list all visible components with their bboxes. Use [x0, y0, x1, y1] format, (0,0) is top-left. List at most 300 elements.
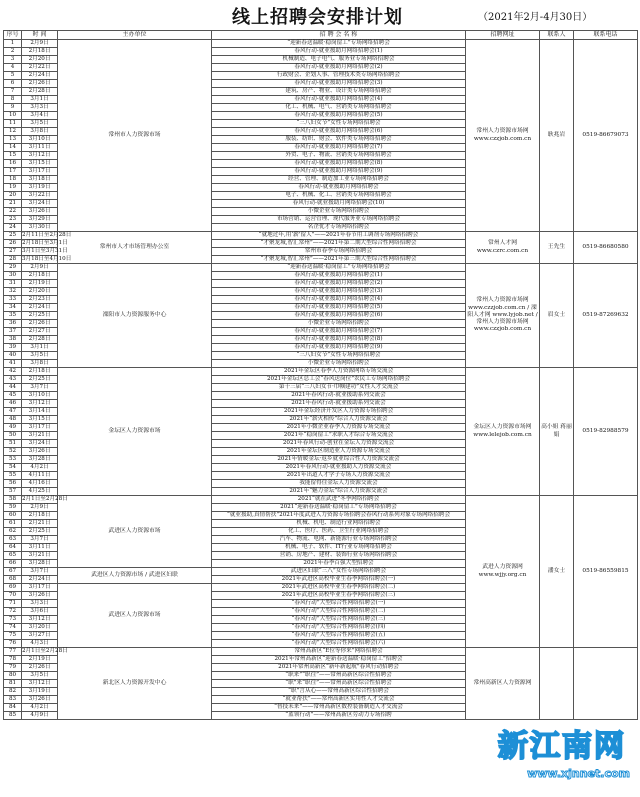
row-website: 常州人力资源市场网 www.czzjob.com.cn / 溧阳人才网 www.lyjob.net / 常州人力资源市场网 www.czzjob.com.cn — [466, 264, 540, 368]
row-event: 2021年小微企业春季人力资源专场交流会 — [212, 424, 466, 432]
row-number: 61 — [4, 520, 22, 528]
row-number: 52 — [4, 448, 22, 456]
row-date: 4月11日 — [22, 472, 58, 480]
row-number: 67 — [4, 568, 22, 576]
row-date: 3月17日 — [22, 584, 58, 592]
row-date: 3月5日 — [22, 352, 58, 360]
row-event: 2021年常州高新区“迎新春送温暖·稳岗留工”招聘会 — [212, 656, 466, 664]
row-event: 春风行动-就业援助月网络招聘会(1) — [212, 272, 466, 280]
row-number: 37 — [4, 328, 22, 336]
row-date: 2月25日 — [22, 376, 58, 384]
row-number: 36 — [4, 320, 22, 328]
header-org: 主办单位 — [58, 31, 212, 40]
row-date: 3月28日 — [22, 456, 58, 464]
row-date: 3月12日 — [22, 680, 58, 688]
row-event: 2021“就在武进”冬季网络招聘会 — [212, 496, 466, 504]
table-header-row — [4, 31, 638, 40]
row-date: 3月17日 — [22, 424, 58, 432]
row-event: “春风行动”大型综合性网络招聘会(三) — [212, 616, 466, 624]
row-number: 79 — [4, 664, 22, 672]
row-event: 营销、房地产、建材、装饰行业专场网络招聘会 — [212, 552, 466, 560]
row-number: 34 — [4, 304, 22, 312]
header-date: 时 间 — [22, 31, 58, 40]
row-organizer: 常州市人力资源市场 — [58, 40, 212, 232]
row-event: 经营、管理、制造加工业专场网络招聘会 — [212, 176, 466, 184]
title-bar — [0, 2, 640, 28]
row-event: “三八妇女节”女性专场网络招聘会 — [212, 120, 466, 128]
table-row — [4, 648, 638, 656]
row-event: 春风行动-就业援助月网络招聘会(7) — [212, 144, 466, 152]
row-contact-person: 潘女士 — [540, 496, 574, 648]
row-event: 2021年金坛区总工会“春风送岗位”农民工专场网络招聘会 — [212, 376, 466, 384]
row-date: 3月1日 — [22, 344, 58, 352]
header-event: 招 聘 会 名 称 — [212, 31, 466, 40]
row-number: 78 — [4, 656, 22, 664]
row-event: 2021年“薪火相传”综合人力资源交流会 — [212, 416, 466, 424]
row-event: 春风行动-就业援助月网络招聘会(3) — [212, 288, 466, 296]
header-phone: 联系电话 — [574, 31, 638, 40]
row-date: 3月1日 — [22, 96, 58, 104]
row-event: 春风行动-就业援助月网络招聘会(1) — [212, 48, 466, 56]
row-number: 11 — [4, 120, 22, 128]
row-date: 2月18日 — [22, 272, 58, 280]
table-row — [4, 264, 638, 272]
row-number: 81 — [4, 680, 22, 688]
row-number: 12 — [4, 128, 22, 136]
row-organizer: 武进区人力资源市场 / 武进区妇联 — [58, 568, 212, 584]
row-date: 3月27日 — [22, 632, 58, 640]
row-number: 65 — [4, 552, 22, 560]
row-event: 春风行动-就业援助月网络招聘会(7) — [212, 328, 466, 336]
row-event: 春风行动-就业援助月网络招聘会(3) — [212, 80, 466, 88]
row-date: 2月24日 — [22, 72, 58, 80]
row-event: “才聚龙城,智汇常州”——2021年第二期大型综合性网络招聘会 — [212, 240, 466, 248]
row-number: 2 — [4, 48, 22, 56]
row-date: 3月10日 — [22, 392, 58, 400]
row-contact-phone: 0519-87269632 — [574, 264, 638, 368]
row-event: 2021年金坛区春季人力资源网络专场交流会 — [212, 368, 466, 376]
row-date: 2月28日 — [22, 88, 58, 96]
row-event: 春风行动-就业援助月网络招聘会 — [212, 184, 466, 192]
row-date: 3月30日 — [22, 224, 58, 232]
row-event: 小微企业专场网络招聘会 — [212, 360, 466, 368]
row-contact-phone: 0519-86679073 — [574, 40, 638, 232]
row-date: 2月20日 — [22, 56, 58, 64]
row-date: 3月6日 — [22, 608, 58, 616]
row-number: 41 — [4, 360, 22, 368]
row-date: 3月4日 — [22, 112, 58, 120]
row-number: 6 — [4, 80, 22, 88]
row-event: 春风行动-就业援助月网络招聘会(5) — [212, 112, 466, 120]
row-number: 69 — [4, 584, 22, 592]
row-date: 2月21日 — [22, 520, 58, 528]
row-event: 2021年春风行动-就业援助人力资源交流会 — [212, 464, 466, 472]
row-number: 49 — [4, 424, 22, 432]
row-event: 春风行动-就业援助月网络招聘会(8) — [212, 160, 466, 168]
row-contact-person: 耿兆岩 — [540, 40, 574, 232]
row-date: 3月19日 — [22, 184, 58, 192]
row-event: 春风行动-就业援助月网络招聘会(6) — [212, 128, 466, 136]
row-event: “就地过年,用‘薪’留人”——2021年春节用工调剂专场网络招聘会 — [212, 232, 466, 240]
row-number: 10 — [4, 112, 22, 120]
row-date: 3月18日 — [22, 176, 58, 184]
row-number: 64 — [4, 544, 22, 552]
row-date: 4月2日 — [22, 464, 58, 472]
row-number: 8 — [4, 96, 22, 104]
row-number: 55 — [4, 472, 22, 480]
row-number: 9 — [4, 104, 22, 112]
header-person: 联系人 — [540, 31, 574, 40]
watermark-text: 新江南网 — [498, 729, 626, 764]
row-date: 3月26日 — [22, 448, 58, 456]
row-event: 春风行动-就业援助月网络招聘会(4) — [212, 296, 466, 304]
row-organizer: 新北区人力资源开发中心 — [58, 648, 212, 720]
row-number: 7 — [4, 88, 22, 96]
row-event: “春风行动”大型综合性网络招聘会(二) — [212, 608, 466, 616]
row-contact-phone: 0519-86559815 — [574, 496, 638, 648]
row-date: 2月18日 — [22, 512, 58, 520]
row-event: 春风行动-就业援助月网络招聘会(5) — [212, 304, 466, 312]
row-number: 40 — [4, 352, 22, 360]
row-number: 15 — [4, 152, 22, 160]
row-date: 2月28日 — [22, 336, 58, 344]
row-event: 2021年春风行动-就业援助系列交流会 — [212, 400, 466, 408]
row-date: 3月22日 — [22, 192, 58, 200]
row-number: 77 — [4, 648, 22, 656]
table-row — [4, 232, 638, 240]
row-event: 2021年春季百强大型招聘会 — [212, 560, 466, 568]
row-event: 化工、医疗、医药、卫生行业网络招聘会 — [212, 528, 466, 536]
row-website: 金坛区人力资源市场网 www.lelejob.com.cn — [466, 368, 540, 496]
row-number: 20 — [4, 192, 22, 200]
header-no: 序号 — [4, 31, 22, 40]
row-event: 电子、机械、化工、营销类专场网络招聘会 — [212, 192, 466, 200]
row-number: 60 — [4, 512, 22, 520]
row-event: 春风行动-就业援助月网络招聘会(9) — [212, 168, 466, 176]
row-contact-phone: 0519-86680580 — [574, 232, 638, 264]
row-event: 机械、机电、制造行业网络招聘会 — [212, 520, 466, 528]
row-date: 3月18日至4月10日 — [22, 255, 72, 262]
row-event: “迎新春送温暖·稳岗留工”专场网络招聘会 — [212, 40, 466, 48]
row-organizer: 溧阳市人力资源服务中心 — [58, 264, 212, 368]
row-date: 3月14日 — [22, 408, 58, 416]
row-date: 3月20日 — [22, 624, 58, 632]
row-date: 2月26日 — [22, 80, 58, 88]
row-event: “蓝领行动”——常州高新区劳动力专场招聘 — [212, 712, 466, 720]
row-number: 84 — [4, 704, 22, 712]
row-date: 3月1日至3月31日 — [22, 247, 68, 254]
row-number: 71 — [4, 600, 22, 608]
row-number: 16 — [4, 160, 22, 168]
row-event: 服装、纺织、财会、软件类专场网络招聘会 — [212, 136, 466, 144]
row-date: 3月15日 — [22, 160, 58, 168]
row-event: 外贸、电子、物流、营销类专场网络招聘会 — [212, 152, 466, 160]
row-date: 3月10日 — [22, 136, 58, 144]
row-date: 2月24日 — [22, 304, 58, 312]
row-date: 3月7日 — [22, 384, 58, 392]
row-contact-person: 王先生 — [540, 232, 574, 264]
row-organizer: 常州市人才市场管理办公室 — [58, 232, 212, 264]
row-event: 机械、电子、软件、IT行业专场网络招聘会 — [212, 544, 466, 552]
row-number: 27 — [4, 248, 22, 256]
row-number: 68 — [4, 576, 22, 584]
row-number: 74 — [4, 624, 22, 632]
row-number: 31 — [4, 280, 22, 288]
row-date: 2月19日 — [22, 280, 58, 288]
row-number: 19 — [4, 184, 22, 192]
row-date: 3月8日 — [22, 128, 58, 136]
page-title: 线上招聘会安排计划 — [232, 7, 403, 28]
row-event: 2021年“魅力金坛”综合人力资源交流会 — [212, 488, 466, 496]
row-number: 5 — [4, 72, 22, 80]
watermark-url: www.xjnnet.com — [527, 767, 630, 780]
row-number: 24 — [4, 224, 22, 232]
row-date: 2月23日 — [22, 296, 58, 304]
row-date: 3月12日 — [22, 152, 58, 160]
row-number: 4 — [4, 64, 22, 72]
row-number: 75 — [4, 632, 22, 640]
row-number: 17 — [4, 168, 22, 176]
row-event: 常州高新区“E位等你来”网络招聘会 — [212, 648, 466, 656]
row-date: 3月12日 — [22, 400, 58, 408]
row-number: 48 — [4, 416, 22, 424]
row-organizer: 金坛区人力资源市场 — [58, 368, 212, 496]
row-date: 2月11日至2月28日 — [22, 231, 72, 238]
row-event: “春风行动”大型综合性网络招聘会(四) — [212, 624, 466, 632]
row-number: 26 — [4, 240, 22, 248]
row-date: 3月11日 — [22, 144, 58, 152]
date-range: （2021年2月-4月30日） — [478, 12, 593, 23]
row-date: 3月5日 — [22, 120, 58, 128]
row-date: 3月26日 — [22, 696, 58, 704]
row-number: 57 — [4, 488, 22, 496]
row-date: 3月21日 — [22, 432, 58, 440]
row-number: 54 — [4, 464, 22, 472]
row-date: 3月3日 — [22, 600, 58, 608]
schedule-body — [4, 40, 638, 720]
row-contact-person: 高小姐 蒋丽娟 — [540, 368, 574, 496]
row-event: “春风行动”大型综合性网络招聘会(五) — [212, 632, 466, 640]
row-number: 21 — [4, 200, 22, 208]
row-event: 2021年金坛经济开发区人力资源专场招聘会 — [212, 408, 466, 416]
table-row — [4, 40, 638, 48]
row-number: 76 — [4, 640, 22, 648]
row-number: 82 — [4, 688, 22, 696]
row-event: 2021年情暖金坛·返乡就业综合性人力资源交流会 — [212, 456, 466, 464]
row-number: 25 — [4, 232, 22, 240]
row-date: 3月15日 — [22, 416, 58, 424]
row-event: “职”言从心——常州高新区综合性招聘会 — [212, 688, 466, 696]
row-event: 2021年武进区高校毕业生春季网络招聘会(一) — [212, 576, 466, 584]
row-organizer: 武进区人力资源市场 — [58, 496, 212, 568]
row-website: 常州人才网 www.czrc.com.cn — [466, 232, 540, 264]
row-number: 63 — [4, 536, 22, 544]
row-date: 3月29日 — [22, 216, 58, 224]
row-date: 3月12日 — [22, 616, 58, 624]
table-row — [4, 496, 638, 504]
row-number: 50 — [4, 432, 22, 440]
row-date: 2月25日 — [22, 312, 58, 320]
row-number: 62 — [4, 528, 22, 536]
row-number: 46 — [4, 400, 22, 408]
row-number: 39 — [4, 344, 22, 352]
row-number: 80 — [4, 672, 22, 680]
row-date: 3月5日 — [22, 672, 58, 680]
row-number: 38 — [4, 336, 22, 344]
row-event: 春风行动-就业援助月网络招聘会(10) — [212, 200, 466, 208]
row-date: 2月1日至2月28日 — [22, 647, 68, 654]
row-event: “春风行动”大型综合性网络招聘会(六) — [212, 640, 466, 648]
schedule-table — [3, 30, 638, 720]
row-date: 3月24日 — [22, 440, 58, 448]
row-date: 2月19日 — [22, 656, 58, 664]
row-number: 73 — [4, 616, 22, 624]
row-event: “智技未来”——常州高新区数控装备制造人才交流会 — [212, 704, 466, 712]
row-number: 44 — [4, 384, 22, 392]
row-date: 2月22日 — [22, 64, 58, 72]
row-number: 72 — [4, 608, 22, 616]
row-date: 4月9日 — [22, 712, 58, 720]
row-number: 42 — [4, 368, 22, 376]
row-event: 2021“迎新春送温暖·稳岗留工”专场网络招聘会 — [212, 504, 466, 512]
row-number: 13 — [4, 136, 22, 144]
row-event: “春风行动”大型综合性网络招聘会(一) — [212, 600, 466, 608]
row-number: 28 — [4, 256, 22, 264]
row-event: 2021年常州高新区“新年新起航”春风行动招聘会 — [212, 664, 466, 672]
row-event: 春风行动-就业援助月网络招聘会(4) — [212, 96, 466, 104]
row-event: 机械制造、电子电气、服务业专场网络招聘会 — [212, 56, 466, 64]
row-date: 2月27日 — [22, 328, 58, 336]
row-date: 2月26日 — [22, 664, 58, 672]
row-date: 2月26日 — [22, 320, 58, 328]
row-date: 3月26日 — [22, 592, 58, 600]
row-event: “就业帮扶”——常州高新区实用性人才交流会 — [212, 696, 466, 704]
row-event: “三八妇女节”女性专场网络招聘会 — [212, 352, 466, 360]
row-date: 3月7日 — [22, 568, 58, 576]
row-event: 2021年武进区高校毕业生春季网络招聘会(三) — [212, 592, 466, 600]
row-event: 化工、机械、电气、营销类专场网络招聘会 — [212, 104, 466, 112]
row-date: 2月9日 — [22, 264, 58, 272]
row-website: 武进人力资源网 www.wjjy.org.cn — [466, 496, 540, 648]
row-event: 春风行动-就业援助月网络招聘会(2) — [212, 64, 466, 72]
row-event: 2021年“稳岗留工”求职人才综合专场交流会 — [212, 432, 466, 440]
header-web: 招聘网址 — [466, 31, 540, 40]
row-contact-phone: 0519-82988579 — [574, 368, 638, 496]
row-number: 59 — [4, 504, 22, 512]
row-date: 2月9日 — [22, 40, 58, 48]
row-date: 2月18日 — [22, 48, 58, 56]
row-number: 70 — [4, 592, 22, 600]
row-event: 2021年春风行动-就业援助系列交流会 — [212, 392, 466, 400]
row-event: 小微企业专场网络招聘会 — [212, 208, 466, 216]
row-date: 4月25日 — [22, 488, 58, 496]
row-date: 3月8日 — [22, 360, 58, 368]
row-event: “才聚龙城,智汇常州”——2021年第三期大型综合性网络招聘会 — [212, 256, 466, 264]
row-number: 3 — [4, 56, 22, 64]
row-date: 4月3日 — [22, 640, 58, 648]
row-event: 汽车、物流、电网、新能源行业专场网络招聘会 — [212, 536, 466, 544]
row-event: 建筑、房产、物业、设计类专场网络招聘会 — [212, 88, 466, 96]
row-website: 常州人力资源市场网 www.czzjob.com.cn — [466, 40, 540, 232]
row-event: 春风行动-就业援助月网络招聘会(6) — [212, 312, 466, 320]
table-row — [4, 368, 638, 376]
row-number: 29 — [4, 264, 22, 272]
row-number: 14 — [4, 144, 22, 152]
row-number: 66 — [4, 560, 22, 568]
row-number: 85 — [4, 712, 22, 720]
row-event: 2021年武进区高校毕业生春季网络招聘会(二) — [212, 584, 466, 592]
row-date: 2月20日 — [22, 288, 58, 296]
row-number: 47 — [4, 408, 22, 416]
row-date: 3月28日 — [22, 560, 58, 568]
row-event: 常州市春季专场网络招聘会 — [212, 248, 466, 256]
row-event: “职”来“职往”——常州高新区综合性招聘会 — [212, 680, 466, 688]
row-date: 2月25日 — [22, 528, 58, 536]
row-date: 4月16日 — [22, 480, 58, 488]
row-date: 3月24日 — [22, 200, 58, 208]
row-event: 第十三届“三八妇女节·巾帼建功”女性人才交流会 — [212, 384, 466, 392]
row-date: 2月18日至3月1日 — [22, 239, 68, 246]
row-number: 22 — [4, 208, 22, 216]
row-event: 小微企业专场网络招聘会 — [212, 320, 466, 328]
row-event: 2021年春风行动-创业在金坛人力资源交流会 — [212, 440, 466, 448]
row-date: 3月11日 — [22, 544, 58, 552]
row-number: 33 — [4, 296, 22, 304]
row-date: 3月7日 — [22, 536, 58, 544]
row-event: 我能留得住金坛人力资源交流会 — [212, 480, 466, 488]
row-date: 3月3日 — [22, 104, 58, 112]
row-number: 18 — [4, 176, 22, 184]
row-event: “就业援助,真情帮扶”2021年度武进人力资源专场招聘会春风行动系列对象专场网络招聘会 — [212, 512, 466, 520]
row-number: 51 — [4, 440, 22, 448]
row-number: 83 — [4, 696, 22, 704]
row-date: 2月1日至2月28日 — [22, 495, 68, 502]
row-date: 3月21日 — [22, 552, 58, 560]
row-number: 32 — [4, 288, 22, 296]
watermark-logo — [474, 721, 634, 791]
row-date: 2月24日 — [22, 576, 58, 584]
row-number: 23 — [4, 216, 22, 224]
row-contact-person: 眉女士 — [540, 264, 574, 368]
row-organizer: 武进区人力资源市场 — [58, 584, 212, 648]
row-event: “迎新春送温暖·稳岗留工”专场网络招聘会 — [212, 264, 466, 272]
row-event: 2021年金坛区制造业人力资源专场交流会 — [212, 448, 466, 456]
row-number: 43 — [4, 376, 22, 384]
row-event: 2021年出道人才学子专场人力资源交流会 — [212, 472, 466, 480]
row-number: 45 — [4, 392, 22, 400]
row-event: 行政财会、企划人事、管理技术类专场网络招聘会 — [212, 72, 466, 80]
row-event: “职来”“职往”——常州高新区综合性招聘会 — [212, 672, 466, 680]
row-event: 春风行动-就业援助月网络招聘会(9) — [212, 344, 466, 352]
row-date: 2月9日 — [22, 504, 58, 512]
row-number: 56 — [4, 480, 22, 488]
row-event: 春风行动-就业援助月网络招聘会(2) — [212, 280, 466, 288]
row-event: 名企优才专场网络招聘会 — [212, 224, 466, 232]
row-event: 春风行动-就业援助月网络招聘会(8) — [212, 336, 466, 344]
row-number: 1 — [4, 40, 22, 48]
row-date: 3月17日 — [22, 168, 58, 176]
row-contact-person — [540, 648, 574, 720]
row-number: 35 — [4, 312, 22, 320]
row-contact-phone — [574, 648, 638, 720]
row-date: 3月26日 — [22, 208, 58, 216]
row-number: 58 — [4, 496, 22, 504]
row-event: 市场营销、运营管理、现代服务业专场网络招聘会 — [212, 216, 466, 224]
row-date: 4月2日 — [22, 704, 58, 712]
row-event: 武进区妇联“三八”女性专场网络招聘会 — [212, 568, 466, 576]
row-number: 53 — [4, 456, 22, 464]
row-website: 常州高新区人力资源网 — [466, 648, 540, 720]
